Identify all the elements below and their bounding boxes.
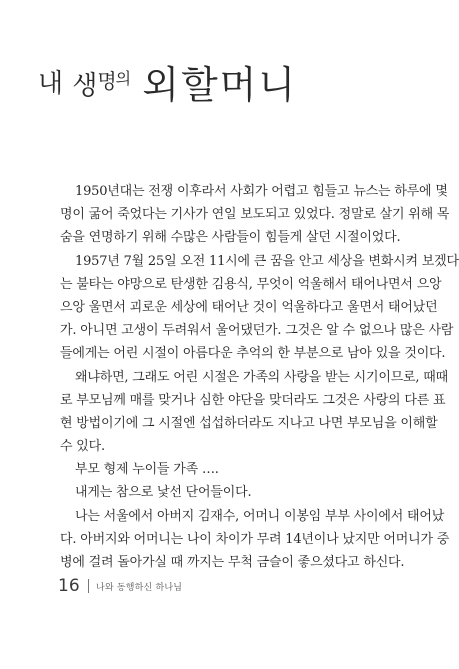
text-line: 부모 형제 누이들 가족 …. [75,462,219,478]
body-text [60,180,459,574]
chapter-title [38,63,298,107]
text-line: 다. 아버지와 어머니는 나이 차이가 무려 14년이나 났지만 어머니가 중 [60,531,450,547]
page-number: 16 [58,576,80,596]
footer-divider [88,579,89,593]
text-line: 는 불타는 야망으로 탄생한 김용식, 무엇이 억울해서 태어나면서 으앙 [60,276,442,292]
text-line: 명이 굶어 죽었다는 기사가 연일 보도되고 있었다. 정말로 살기 위해 목 [60,207,450,223]
chapter-title-part: 내 [38,69,64,99]
text-line: 나는 서울에서 아버지 김재수, 어머니 이봉임 부부 사이에서 태어났 [75,508,445,524]
text-line: 내게는 참으로 낯선 단어들이다. [75,485,252,501]
chapter-title-part: 생 [72,71,98,101]
text-line: 으앙 울면서 괴로운 세상에 태어난 것이 억울하다고 울면서 태어났던 [60,299,438,315]
chapter-title-part: 명 [97,69,116,93]
text-line: 1957년 7월 25일 오전 11시에 큰 꿈을 안고 세상을 변화시켜 보겠다 [75,253,459,269]
running-title: 나와 동행하신 하나님 [96,582,183,593]
text-line: 수 있다. [60,439,105,455]
chapter-title-main: 외할머니 [142,63,298,107]
text-line: 1950년대는 전쟁 이후라서 사회가 어렵고 힘들고 뉴스는 하루에 몇 [75,184,448,199]
text-line: 로 부모님께 매를 맞거나 심한 야단을 맞더라도 그것은 사랑의 다른 표 [60,392,446,408]
text-line: 들에게는 어린 시절이 아름다운 추억의 한 부분으로 남아 있을 것이다. [60,346,446,362]
text-line: 병에 걸려 돌아가실 때 까지는 무척 금슬이 좋으셨다고 하신다. [60,555,405,570]
text-line: 왜냐하면, 그래도 어린 시절은 가족의 사랑을 받는 시기이므로, 때때 [75,369,448,385]
chapter-title-part: 의 [115,69,132,88]
page-footer [58,576,182,596]
text-line: 숨을 연명하기 위해 수많은 사람들이 힘들게 살던 시절이었다. [60,230,401,246]
text-line: 가. 아니면 고생이 두려워서 울어댔던가. 그것은 알 수 없으나 많은 사람 [60,323,454,339]
text-line: 현 방법이기에 그 시절엔 섭섭하더라도 지나고 나면 부모님을 이해할 [60,415,438,431]
